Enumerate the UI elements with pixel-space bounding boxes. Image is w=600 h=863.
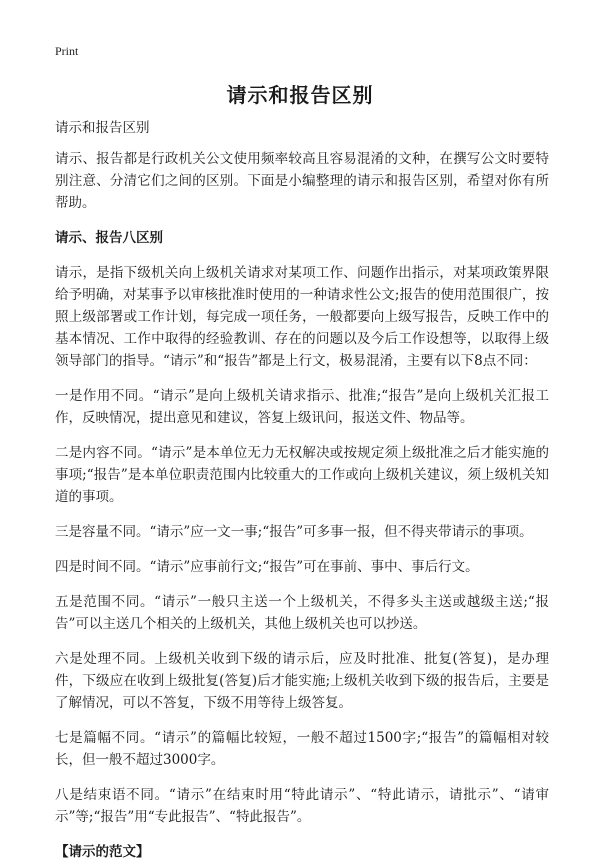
difference-item-7: 七是篇幅不同。“请示”的篇幅比较短，一般不超过1500字;“报告”的篇幅相对较长，但一般不超过3000字。 bbox=[55, 730, 549, 768]
sample-heading: 【请示的范文】 bbox=[55, 844, 150, 860]
section-heading: 请示、报告八区别 bbox=[55, 230, 163, 246]
difference-item-5: 五是范围不同。“请示”一般只主送一个上级机关，不得多头主送或越级主送;“报告”可以主送几个相关的上级机关，其他上级机关也可以抄送。 bbox=[55, 594, 549, 632]
difference-item-4: 四是时间不同。“请示”应事前行文;“报告”可在事前、事中、事后行文。 bbox=[55, 559, 479, 575]
section-intro-paragraph: 请示，是指下级机关向上级机关请求对某项工作、问题作出指示，对某项政策界限给予明确，对某事予以审核批准时使用的一种请求性公文;报告的使用范围很广，按照上级部署或工作计划，每完成一项任务，一般都要向上级写报告，反映工作中的基本情况、工作中取得的经验教训、存在的问题以及今后工作设想等，以取得上级领导部门的指导。“请示”和“报告”都是上行文，极易混淆，主要有以下8点不同： bbox=[55, 265, 549, 369]
difference-item-2: 二是内容不同。“请示”是本单位无力无权解决或按规定须上级批准之后才能实施的事项;“报告”是本单位职责范围内比较重大的工作或向上级机关建议，须上级机关知道的事项。 bbox=[55, 445, 549, 505]
difference-item-8: 八是结束语不同。“请示”在结束时用“特此请示”、“特此请示，请批示”、“请审示”等;“报告”用“专此报告”、“特此报告”。 bbox=[55, 787, 549, 825]
print-link[interactable]: Print bbox=[55, 44, 79, 58]
document-subtitle: 请示和报告区别 bbox=[55, 120, 150, 136]
intro-paragraph: 请示、报告都是行政机关公文使用频率较高且容易混淆的文种，在撰写公文时要特别注意、分清它们之间的区别。下面是小编整理的请示和报告区别，希望对你有所帮助。 bbox=[55, 151, 549, 211]
document-body bbox=[55, 117, 549, 863]
difference-item-3: 三是容量不同。“请示”应一文一事;“报告”可多事一报，但不得夹带请示的事项。 bbox=[55, 524, 533, 540]
difference-item-1: 一是作用不同。“请示”是向上级机关请求指示、批准;“报告”是向上级机关汇报工作，反映情况，提出意见和建议，答复上级讯问，报送文件、物品等。 bbox=[55, 388, 549, 426]
document-title: 请示和报告区别 bbox=[226, 83, 374, 107]
difference-item-6: 六是处理不同。上级机关收到下级的请示后，应及时批准、批复(答复)，是办理件，下级应在收到上级批复(答复)后才能实施;上级机关收到下级的报告后，主要是了解情况，可以不答复，下级不用等待上级答复。 bbox=[55, 651, 549, 711]
